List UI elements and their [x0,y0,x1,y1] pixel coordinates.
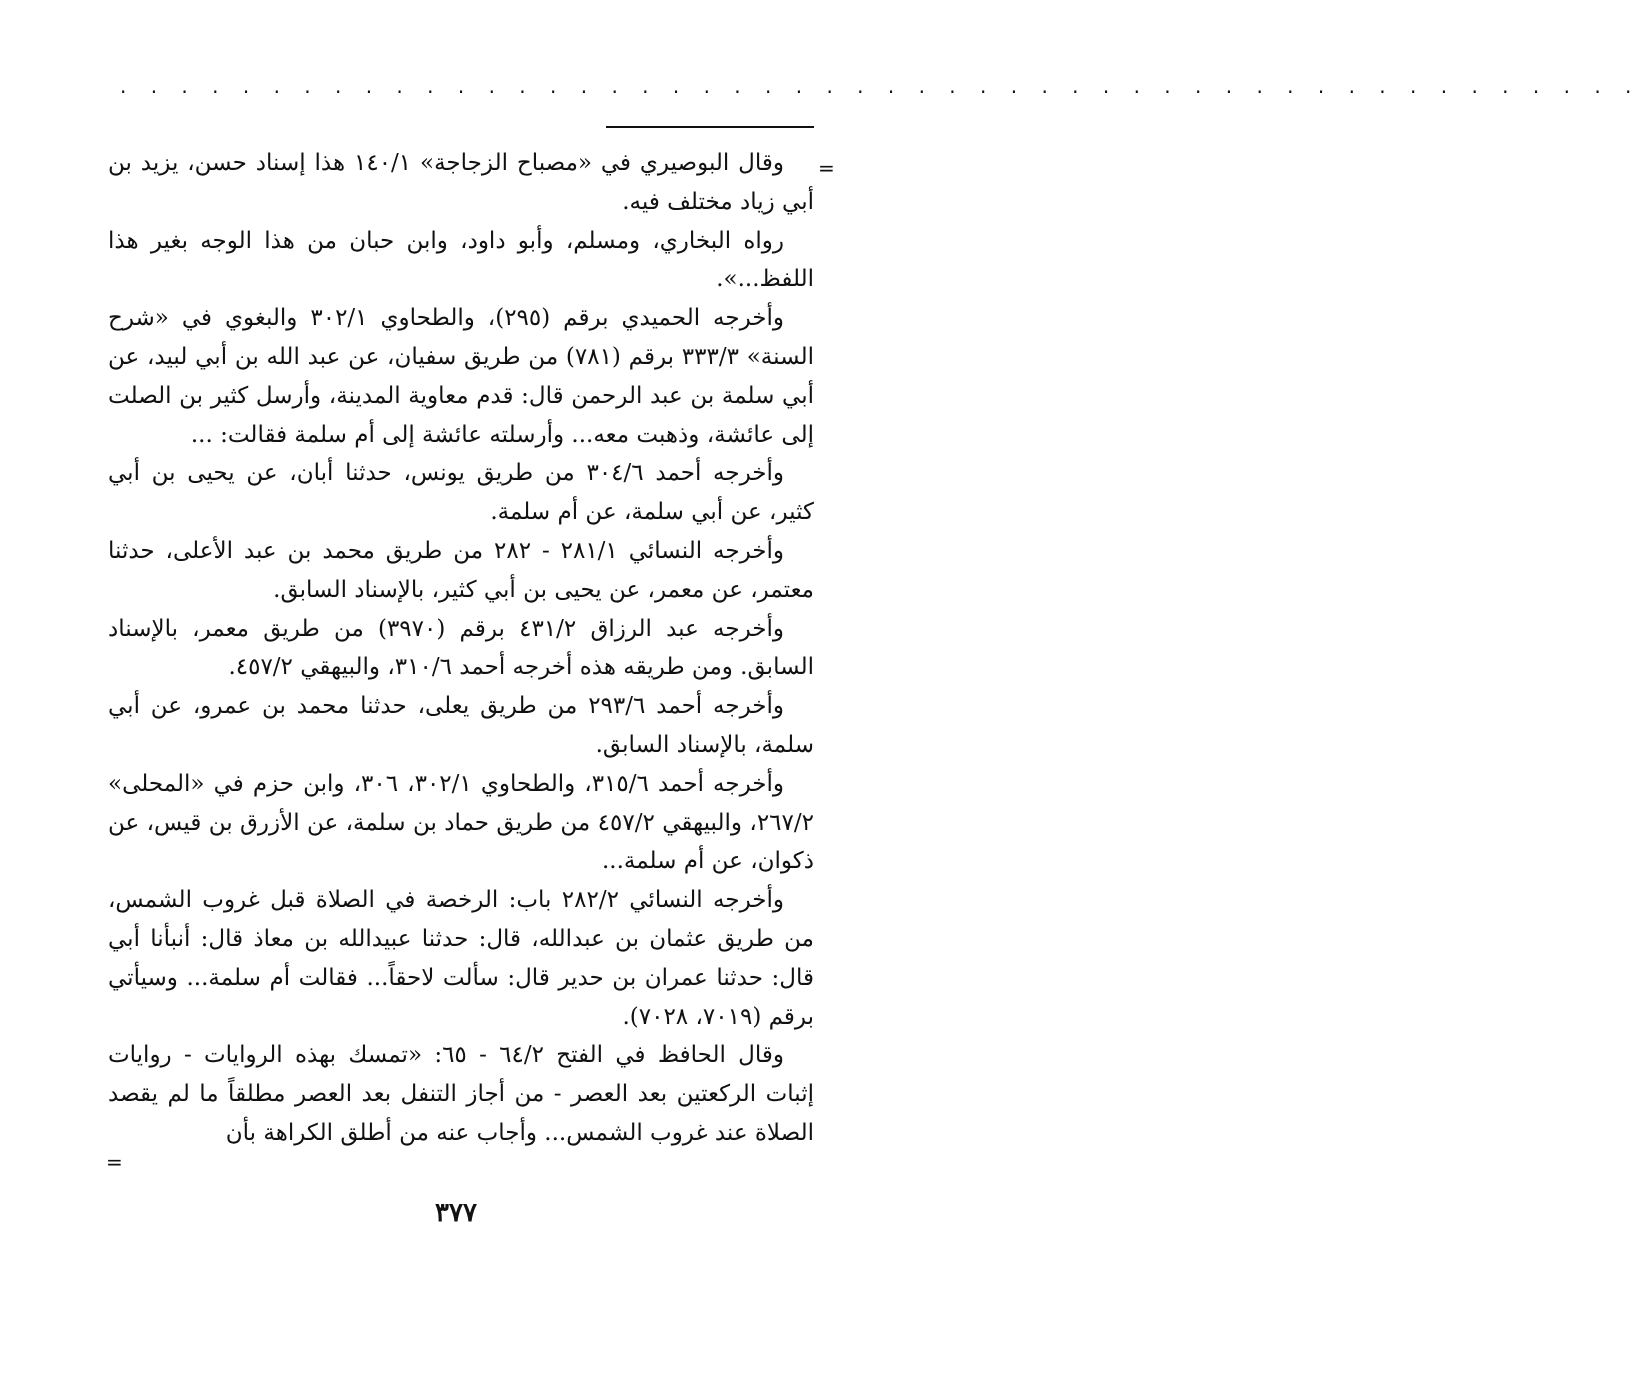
continuation-mark-end: = [106,1150,123,1174]
footnote-body [108,144,814,1153]
footnote-separator-rule [606,126,814,128]
paragraph-1: وقال البوصيري في «مصباح الزجاجة» ١٤٠/١ هذا إسناد حسن، يزيد بن أبي زياد مختلف فيه. [108,150,814,215]
continuation-mark-start: = [818,156,835,180]
paragraph-4: وأخرجه أحمد ٣٠٤/٦ من طريق يونس، حدثنا أبان، عن يحيى بن أبي كثير، عن أبي سلمة، عن أم سلمة. [108,460,814,526]
page-number: ٣٧٧ [435,1198,477,1228]
paragraph-9: وأخرجه النسائي ٢٨٢/٢ باب: الرخصة في الصلاة قبل غروب الشمس، من طريق عثمان بن عبدالله، قال: حدثنا عبيدالله بن معاذ قال: أنبأنا أبي قال: حدثنا عمران بن حدير قال: سألت لاحقاً... فقالت أم سلمة... وسيأتي برقم (٧٠١٩، ٧٠٢٨). [108,887,814,1030]
paragraph-3: وأخرجه الحميدي برقم (٢٩٥)، والطحاوي ٣٠٢/١ والبغوي في «شرح السنة» ٣٣٣/٣ برقم (٧٨١) من طريق سفيان، عن عبد الله بن أبي لبيد، عن أبي سلمة بن عبد الرحمن قال: قدم معاوية المدينة، وأرسل كثير بن الصلت إلى عائشة، وذهبت معه... وأرسلته عائشة إلى أم سلمة فقالت: ... [108,305,814,448]
paragraph-8: وأخرجه أحمد ٣١٥/٦، والطحاوي ٣٠٢/١، ٣٠٦، وابن حزم في «المحلى» ٢٦٧/٢، والبيهقي ٤٥٧/٢ من طريق حماد بن سلمة، عن الأزرق بن قيس، عن ذكوان، عن أم سلمة... [108,770,814,875]
paragraph-5: وأخرجه النسائي ٢٨١/١ - ٢٨٢ من طريق محمد بن عبد الأعلى، حدثنا معتمر، عن معمر، عن يحيى بن أبي كثير، بالإسناد السابق. [108,537,814,603]
paragraph-2: رواه البخاري، ومسلم، وأبو داود، وابن حبان من هذا الوجه بغير هذا اللفظ...». [108,227,814,293]
header-dotted-line: · · · · · · · · · · · · · · · · · · · · · · · · · · · · · · · · · · · · · · · · · · · · · · · · · · [120,80,1640,104]
paragraph-10: وقال الحافظ في الفتح ٦٤/٢ - ٦٥: «تمسك بهذه الروايات - روايات إثبات الركعتين بعد العصر - من أجاز التنفل بعد العصر مطلقاً ما لم يقصد الصلاة عند غروب الشمس... وأجاب عنه من أطلق الكراهة بأن [108,1042,814,1146]
paragraph-7: وأخرجه أحمد ٢٩٣/٦ من طريق يعلى، حدثنا محمد بن عمرو، عن أبي سلمة، بالإسناد السابق. [108,693,814,758]
paragraph-6: وأخرجه عبد الرزاق ٤٣١/٢ برقم (٣٩٧٠) من طريق معمر، بالإسناد السابق. ومن طريقه هذه أخرجه أحمد ٣١٠/٦، والبيهقي ٤٥٧/٢. [108,615,814,681]
